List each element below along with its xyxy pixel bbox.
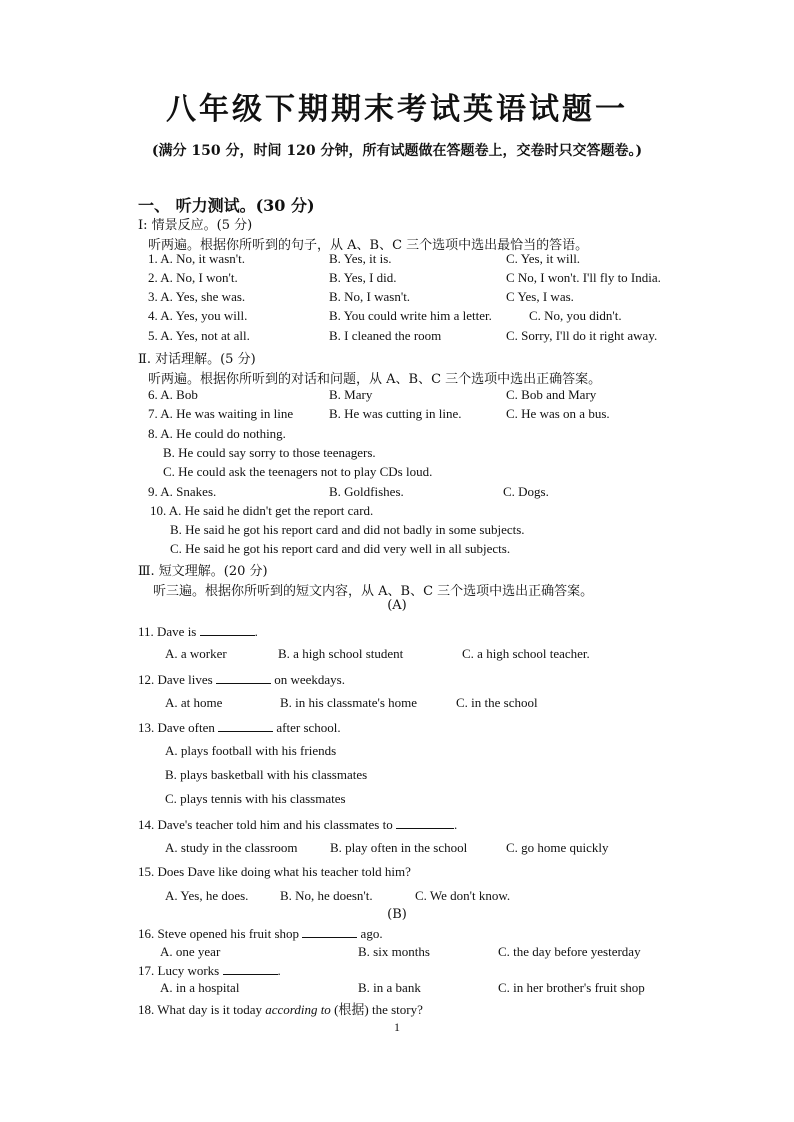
part-3-heading: Ⅲ. 短文理解。(20 分): [138, 564, 268, 579]
q9-option-a: 9. A. Snakes.: [148, 484, 217, 499]
q4-option-a: 4. A. Yes, you will.: [148, 308, 248, 323]
q9-option-c: C. Dogs.: [503, 484, 549, 499]
part-3-instruction: 听三遍。根据你所听到的短文内容，从 A、B、C 三个选项中选出正确答案。: [153, 584, 594, 599]
q13-option-b: B. plays basketball with his classmates: [165, 767, 368, 782]
answer-blank: [396, 816, 454, 829]
q4-option-b: B. You could write him a letter.: [329, 308, 492, 323]
q15-option-a: A. Yes, he does.: [165, 888, 249, 903]
q17-option-c: C. in her brother's fruit shop: [498, 980, 645, 995]
q16-option-a: A. one year: [160, 944, 221, 959]
passage-b-label: (B): [387, 907, 407, 922]
q11-stem: 11. Dave is .: [138, 624, 258, 639]
q18-italic-phrase: according to: [265, 1002, 331, 1017]
q6-option-a: 6. A. Bob: [148, 387, 198, 402]
q14-option-a: A. study in the classroom: [165, 840, 298, 855]
q16-option-c: C. the day before yesterday: [498, 944, 641, 959]
answer-blank: [200, 623, 255, 636]
page-title: 八年级下期期末考试英语试题一: [166, 92, 628, 127]
q3-option-b: B. No, I wasn't.: [329, 289, 411, 304]
q12-option-a: A. at home: [165, 695, 223, 710]
q14-stem: 14. Dave's teacher told him and his classmates to .: [138, 817, 458, 832]
answer-blank: [302, 925, 357, 938]
passage-a-label: (A): [387, 598, 407, 613]
q9-option-b: B. Goldfishes.: [329, 484, 404, 499]
q14-option-b: B. play often in the school: [330, 840, 468, 855]
q3-option-a: 3. A. Yes, she was.: [148, 289, 246, 304]
q10-option-b: B. He said he got his report card and did not badly in some subjects.: [170, 522, 525, 537]
answer-blank: [216, 671, 271, 684]
q15-option-b: B. No, he doesn't.: [280, 888, 373, 903]
q1-option-a: 1. A. No, it wasn't.: [148, 251, 245, 266]
q11-option-a: A. a worker: [165, 646, 227, 661]
q11-stem-text: 11. Dave is: [138, 624, 197, 639]
q16-stem: [138, 925, 383, 942]
q4-option-c: C. No, you didn't.: [529, 308, 622, 323]
q12-stem-text: 12. Dave lives: [138, 672, 213, 687]
q17-stem: 17. Lucy works .: [138, 963, 281, 978]
page-subtitle: (满分 150 分，时间 120 分钟，所有试题做在答题卷上，交卷时只交答题卷。): [151, 143, 643, 159]
q16-option-b: B. six months: [358, 944, 430, 959]
page-number: 1: [394, 1020, 400, 1034]
part-1-heading: Ⅰ: 情景反应。(5 分): [138, 218, 253, 233]
q14-option-c: C. go home quickly: [506, 840, 609, 855]
q13-stem-text: 13. Dave often: [138, 720, 215, 735]
q14-stem-text: 14. Dave's teacher told him and his classmates to: [138, 817, 393, 832]
q18-stem-text: 18. What day is it today: [138, 1002, 262, 1017]
q8-option-a: 8. A. He could do nothing.: [148, 426, 286, 441]
q7-option-b: B. He was cutting in line.: [329, 406, 462, 421]
part-1-instruction: 听两遍。根据你所听到的句子，从 A、B、C 三个选项中选出最恰当的答语。: [148, 238, 589, 253]
q2-option-b: B. Yes, I did.: [329, 270, 397, 285]
q18-stem-tail: (根据) the story?: [334, 1002, 423, 1017]
q17-stem-text: 17. Lucy works: [138, 963, 220, 978]
q1-option-c: C. Yes, it will.: [506, 251, 581, 266]
q7-option-a: 7. A. He was waiting in line: [148, 406, 294, 421]
q8-option-c: C. He could ask the teenagers not to play CDs loud.: [163, 464, 433, 479]
q16-stem-tail: ago.: [360, 926, 383, 941]
q10-option-c: C. He said he got his report card and did very well in all subjects.: [170, 541, 511, 556]
q13-option-a: A. plays football with his friends: [165, 743, 337, 758]
q12-option-b: B. in his classmate's home: [280, 695, 418, 710]
q8-option-b: B. He could say sorry to those teenagers.: [163, 445, 376, 460]
q15-stem: 15. Does Dave like doing what his teacher told him?: [138, 864, 411, 879]
q1-option-b: B. Yes, it is.: [329, 251, 392, 266]
q17-option-b: B. in a bank: [358, 980, 421, 995]
q11-option-c: C. a high school teacher.: [462, 646, 590, 661]
part-2-heading: Ⅱ. 对话理解。(5 分): [138, 352, 256, 367]
q16-stem-text: 16. Steve opened his fruit shop: [138, 926, 300, 941]
q15-option-c: C. We don't know.: [415, 888, 511, 903]
q13-stem-tail: after school.: [276, 720, 341, 735]
q12-stem: [138, 671, 345, 688]
q11-option-b: B. a high school student: [278, 646, 404, 661]
answer-blank: [223, 962, 278, 975]
q17-option-a: A. in a hospital: [160, 980, 240, 995]
part-2-instruction: 听两遍。根据你所听到的对话和问题，从 A、B、C 三个选项中选出正确答案。: [148, 372, 602, 387]
q12-option-c: C. in the school: [456, 695, 538, 710]
section-1-heading: 一、 听力测试。(30 分): [138, 196, 315, 215]
q2-option-c: C No, I won't. I'll fly to India.: [506, 270, 661, 285]
q2-option-a: 2. A. No, I won't.: [148, 270, 238, 285]
q13-option-c: C. plays tennis with his classmates: [165, 791, 346, 806]
answer-blank: [218, 719, 273, 732]
q5-option-a: 5. A. Yes, not at all.: [148, 328, 250, 343]
q18-stem: [138, 999, 423, 1018]
q5-option-b: B. I cleaned the room: [329, 328, 442, 343]
q3-option-c: C Yes, I was.: [506, 289, 574, 304]
q10-option-a: 10. A. He said he didn't get the report card.: [150, 503, 374, 518]
q13-stem: [138, 719, 341, 736]
q6-option-c: C. Bob and Mary: [506, 387, 597, 402]
q6-option-b: B. Mary: [329, 387, 373, 402]
q7-option-c: C. He was on a bus.: [506, 406, 610, 421]
q5-option-c: C. Sorry, I'll do it right away.: [506, 328, 658, 343]
q12-stem-tail: on weekdays.: [274, 672, 345, 687]
